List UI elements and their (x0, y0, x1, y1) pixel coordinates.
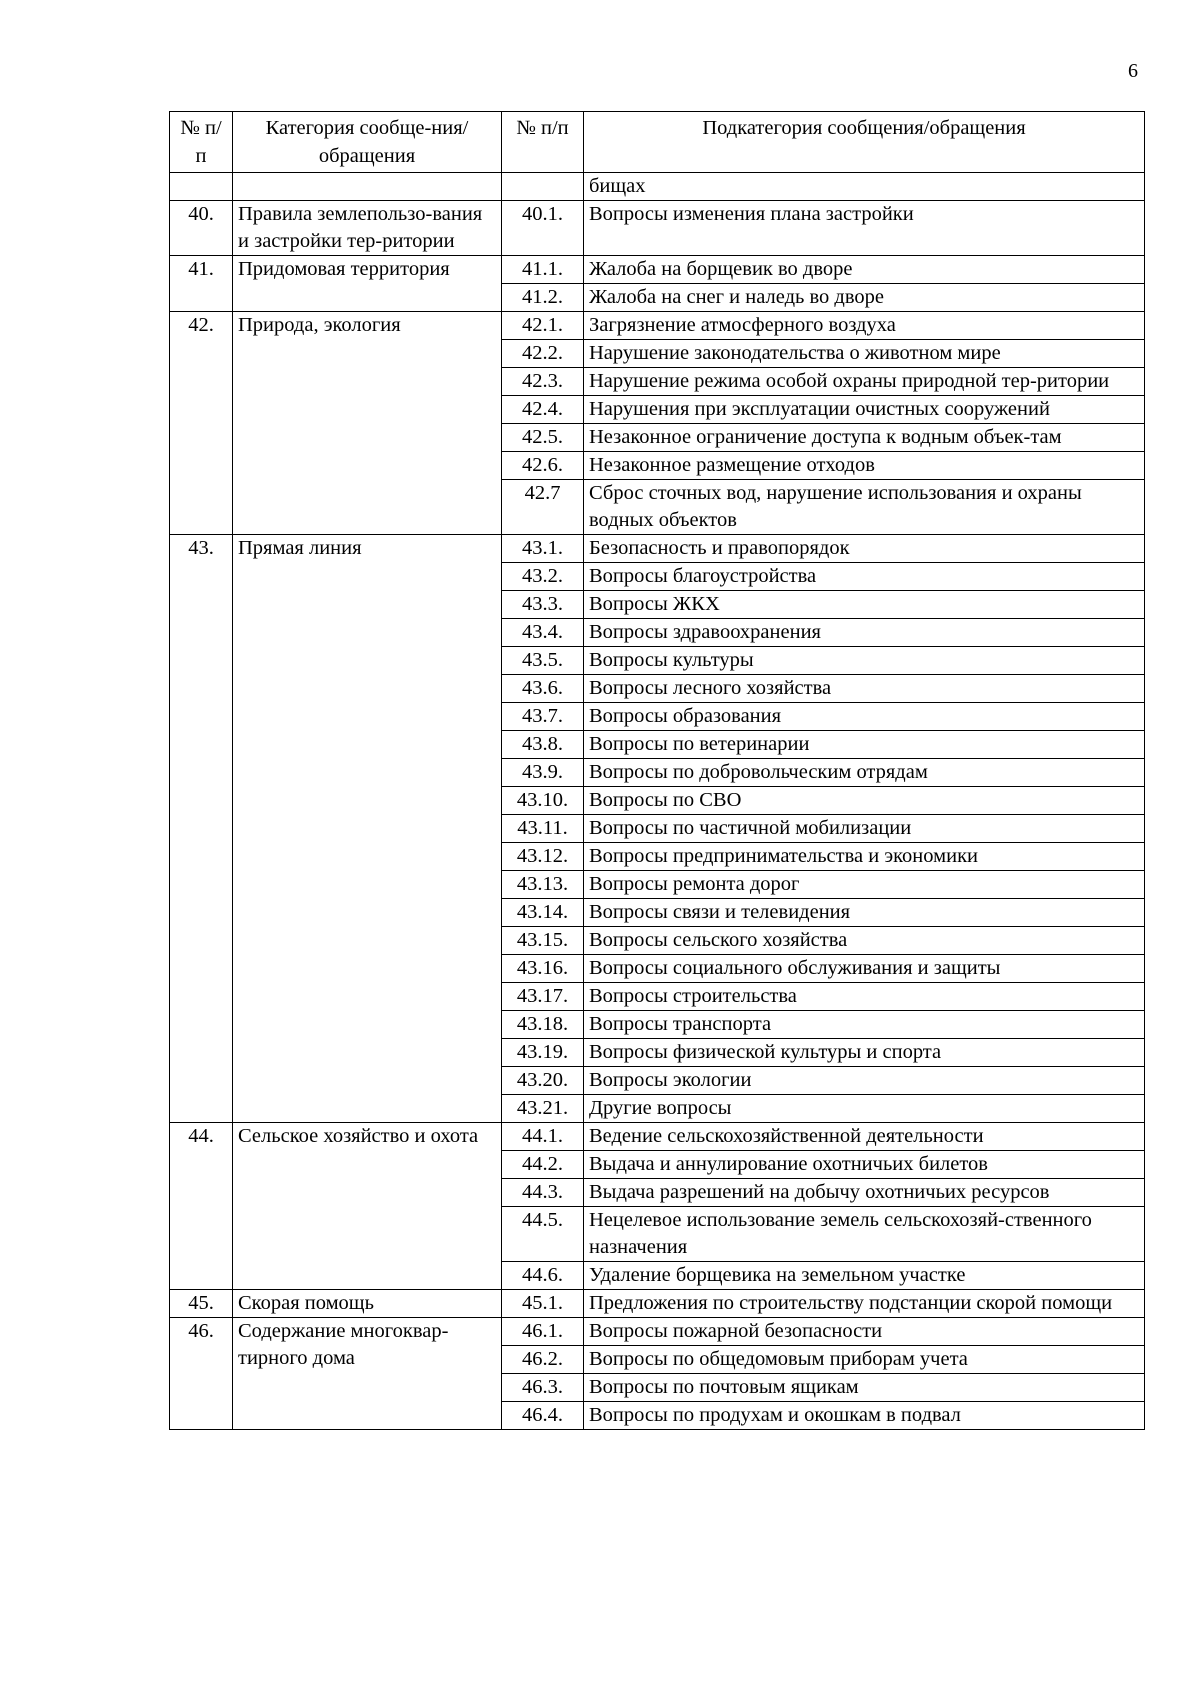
subcategory-name: Ведение сельскохозяйственной деятельности (584, 1123, 1145, 1151)
subcategory-number: 43.9. (502, 759, 584, 787)
category-number: 43. (170, 535, 233, 1123)
subcategory-name: Вопросы культуры (584, 647, 1145, 675)
subcategory-number: 43.20. (502, 1067, 584, 1095)
category-name: Скорая помощь (233, 1290, 502, 1318)
subcategory-number: 46.1. (502, 1318, 584, 1346)
header-row (170, 112, 1145, 173)
subcategory-number: 43.1. (502, 535, 584, 563)
subcategory-name: Вопросы ЖКХ (584, 591, 1145, 619)
carryover-subnum (502, 173, 584, 201)
subcategory-name: Вопросы ремонта дорог (584, 871, 1145, 899)
category-name: Прямая линия (233, 535, 502, 1123)
subcategory-name: Другие вопросы (584, 1095, 1145, 1123)
subcategory-name: Вопросы здравоохранения (584, 619, 1145, 647)
subcategory-name: Вопросы по почтовым ящикам (584, 1374, 1145, 1402)
subcategory-number: 43.3. (502, 591, 584, 619)
category-name: Сельское хозяйство и охота (233, 1123, 502, 1290)
subcategory-number: 43.6. (502, 675, 584, 703)
subcategory-name: Нецелевое использование земель сельскохозяй-ственного назначения (584, 1207, 1145, 1262)
table-row (170, 312, 1145, 340)
subcategory-number: 42.7 (502, 480, 584, 535)
subcategory-name: Вопросы по продухам и окошкам в подвал (584, 1402, 1145, 1430)
subcategory-name: Сброс сточных вод, нарушение использования и охраны водных объектов (584, 480, 1145, 535)
table-body (170, 173, 1145, 1430)
subcategory-number: 41.2. (502, 284, 584, 312)
subcategory-name: Нарушение законодательства о животном мире (584, 340, 1145, 368)
table-row (170, 1318, 1145, 1346)
subcategory-number: 43.5. (502, 647, 584, 675)
subcategory-number: 42.4. (502, 396, 584, 424)
subcategory-number: 43.16. (502, 955, 584, 983)
subcategory-number: 42.2. (502, 340, 584, 368)
subcategory-number: 43.19. (502, 1039, 584, 1067)
subcategory-name: Вопросы пожарной безопасности (584, 1318, 1145, 1346)
subcategory-name: Выдача и аннулирование охотничьих билетов (584, 1151, 1145, 1179)
subcategory-number: 46.2. (502, 1346, 584, 1374)
subcategory-number: 43.15. (502, 927, 584, 955)
subcategory-number: 43.8. (502, 731, 584, 759)
category-number: 46. (170, 1318, 233, 1430)
subcategory-number: 43.17. (502, 983, 584, 1011)
subcategory-name: Незаконное размещение отходов (584, 452, 1145, 480)
subcategory-name: Безопасность и правопорядок (584, 535, 1145, 563)
subcategory-name: Вопросы изменения плана застройки (584, 201, 1145, 256)
subcategory-name: Выдача разрешений на добычу охотничьих ресурсов (584, 1179, 1145, 1207)
subcategory-name: Вопросы социального обслуживания и защиты (584, 955, 1145, 983)
subcategory-number: 42.3. (502, 368, 584, 396)
subcategory-name: Вопросы образования (584, 703, 1145, 731)
subcategory-number: 43.11. (502, 815, 584, 843)
header-subcategory: Подкатегория сообщения/обращения (584, 112, 1145, 173)
subcategory-number: 42.6. (502, 452, 584, 480)
subcategory-number: 43.4. (502, 619, 584, 647)
subcategory-name: Предложения по строительству подстанции скорой помощи (584, 1290, 1145, 1318)
subcategory-number: 42.1. (502, 312, 584, 340)
table-row (170, 535, 1145, 563)
category-name: Придомовая территория (233, 256, 502, 312)
subcategory-name: Вопросы по добровольческим отрядам (584, 759, 1145, 787)
page-number: 6 (1128, 60, 1138, 82)
subcategory-number: 43.10. (502, 787, 584, 815)
category-number: 41. (170, 256, 233, 312)
subcategory-number: 44.6. (502, 1262, 584, 1290)
subcategory-name: Нарушения при эксплуатации очистных сооружений (584, 396, 1145, 424)
category-number: 44. (170, 1123, 233, 1290)
subcategory-name: Вопросы по общедомовым приборам учета (584, 1346, 1145, 1374)
category-name: Природа, экология (233, 312, 502, 535)
subcategory-number: 43.7. (502, 703, 584, 731)
category-name: Правила землепользо-вания и застройки тер-ритории (233, 201, 502, 256)
subcategory-number: 43.21. (502, 1095, 584, 1123)
subcategory-number: 44.2. (502, 1151, 584, 1179)
subcategory-number: 43.2. (502, 563, 584, 591)
subcategory-name: Вопросы лесного хозяйства (584, 675, 1145, 703)
carryover-category (233, 173, 502, 201)
table-row (170, 1290, 1145, 1318)
subcategory-number: 43.14. (502, 899, 584, 927)
subcategory-name: Удаление борщевика на земельном участке (584, 1262, 1145, 1290)
subcategory-name: Вопросы сельского хозяйства (584, 927, 1145, 955)
subcategory-name: Вопросы физической культуры и спорта (584, 1039, 1145, 1067)
subcategory-name: Жалоба на борщевик во дворе (584, 256, 1145, 284)
subcategory-name: Вопросы по СВО (584, 787, 1145, 815)
header-num: № п/п (170, 112, 233, 173)
subcategory-name: Нарушение режима особой охраны природной тер-ритории (584, 368, 1145, 396)
category-number: 45. (170, 1290, 233, 1318)
subcategory-number: 45.1. (502, 1290, 584, 1318)
subcategory-name: Вопросы строительства (584, 983, 1145, 1011)
category-name: Содержание многоквар-тирного дома (233, 1318, 502, 1430)
subcategory-name: Вопросы по частичной мобилизации (584, 815, 1145, 843)
subcategory-number: 43.18. (502, 1011, 584, 1039)
subcategory-number: 44.5. (502, 1207, 584, 1262)
table-row (170, 1123, 1145, 1151)
subcategory-number: 42.5. (502, 424, 584, 452)
subcategory-name: Незаконное ограничение доступа к водным объек-там (584, 424, 1145, 452)
subcategory-number: 44.1. (502, 1123, 584, 1151)
subcategory-name: Жалоба на снег и наледь во дворе (584, 284, 1145, 312)
subcategory-name: Загрязнение атмосферного воздуха (584, 312, 1145, 340)
subcategory-number: 43.12. (502, 843, 584, 871)
subcategory-name: Вопросы благоустройства (584, 563, 1145, 591)
subcategory-name: Вопросы экологии (584, 1067, 1145, 1095)
subcategory-number: 44.3. (502, 1179, 584, 1207)
subcategory-name: Вопросы предпринимательства и экономики (584, 843, 1145, 871)
table-row (170, 256, 1145, 284)
subcategory-number: 46.4. (502, 1402, 584, 1430)
categories-table (169, 111, 1145, 1430)
subcategory-number: 43.13. (502, 871, 584, 899)
carryover-subname: бищах (584, 173, 1145, 201)
subcategory-number: 40.1. (502, 201, 584, 256)
header-subnum: № п/п (502, 112, 584, 173)
category-number: 42. (170, 312, 233, 535)
subcategory-number: 41.1. (502, 256, 584, 284)
header-category: Категория сообще-ния/обращения (233, 112, 502, 173)
subcategory-name: Вопросы связи и телевидения (584, 899, 1145, 927)
category-number: 40. (170, 201, 233, 256)
subcategory-name: Вопросы по ветеринарии (584, 731, 1145, 759)
subcategory-number: 46.3. (502, 1374, 584, 1402)
table-row (170, 201, 1145, 256)
subcategory-name: Вопросы транспорта (584, 1011, 1145, 1039)
carryover-num (170, 173, 233, 201)
carryover-row (170, 173, 1145, 201)
